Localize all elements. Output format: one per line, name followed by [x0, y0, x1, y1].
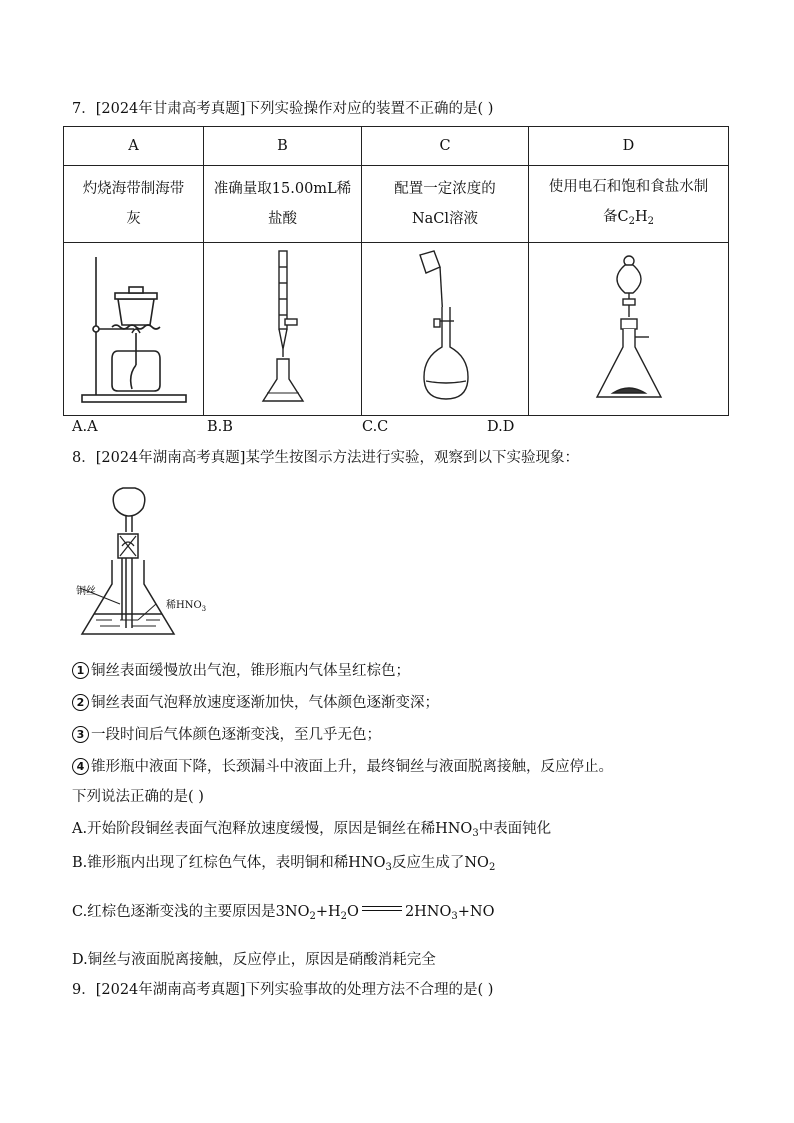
separatory-funnel-flask-illustration — [579, 247, 679, 407]
observation-4: 4 锥形瓶中液面下降，长颈漏斗中液面上升，最终铜丝与液面脱离接触，反应停止。 — [72, 755, 613, 776]
crucible-on-tripod-illustration — [74, 247, 194, 407]
equals-sign — [362, 904, 402, 914]
apparatus-c — [362, 243, 529, 416]
q8-ask: 下列说法正确的是( ) — [72, 789, 204, 805]
q7-stem: 7．[2024年甘肃高考真题]下列实验操作对应的装置不正确的是( ) — [72, 101, 494, 117]
q7-option-b[interactable]: B.B — [207, 419, 233, 435]
q8-stem: 8．[2024年湖南高考真题]某学生按图示方法进行实验，观察到以下实验现象： — [72, 450, 579, 466]
q7-option-d[interactable]: D.D — [487, 419, 515, 435]
q9-stem: 9．[2024年湖南高考真题]下列实验事故的处理方法不合理的是( ) — [72, 982, 494, 998]
label-copper-wire: 铜丝 — [76, 586, 96, 597]
q7-option-c[interactable]: C.C — [362, 419, 389, 435]
col-header-a: A — [64, 127, 204, 166]
desc-a: 灼烧海带制海带 灰 — [64, 166, 204, 243]
q8-option-d[interactable]: D.铜丝与液面脱离接触，反应停止，原因是硝酸消耗完全 — [72, 952, 436, 968]
apparatus-d — [529, 243, 729, 416]
label-dilute-hno3: 稀$HNO_3$ — [166, 600, 207, 613]
col-header-d: D — [529, 127, 729, 166]
observation-3: 3 一段时间后气体颜色逐渐变浅，至几乎无色； — [72, 723, 381, 744]
apparatus-a — [64, 243, 204, 416]
observation-2: 2 铜丝表面气泡释放速度逐渐加快，气体颜色逐渐变深； — [72, 691, 439, 712]
desc-b: 准确量取15.00mL稀 盐酸 — [204, 166, 362, 243]
desc-d: 使用电石和饱和食盐水制 备$C_2H_2$ — [529, 166, 729, 243]
q7-table — [63, 126, 729, 416]
q8-option-a[interactable]: A.开始阶段铜丝表面气泡释放速度缓慢，原因是铜丝在稀$HNO_3$中表面钝化 — [72, 821, 552, 839]
col-header-c: C — [362, 127, 529, 166]
volumetric-flask-illustration — [400, 247, 490, 407]
apparatus-b — [204, 243, 362, 416]
burette-titration-illustration — [243, 247, 323, 407]
copper-nitric-acid-apparatus-illustration — [72, 480, 222, 645]
desc-c: 配置一定浓度的 NaCl溶液 — [362, 166, 529, 243]
observation-1: 1 铜丝表面缓慢放出气泡，锥形瓶内气体呈红棕色； — [72, 659, 410, 680]
q8-option-b[interactable]: B.锥形瓶内出现了红棕色气体，表明铜和稀$HNO_3$反应生成了$NO_2$ — [72, 855, 496, 873]
col-header-b: B — [204, 127, 362, 166]
q8-option-c[interactable]: C.红棕色逐渐变浅的主要原因是$3NO_2+H_2O$ $2HNO_3+NO$ — [72, 904, 495, 922]
q7-option-a[interactable]: A.A — [72, 419, 98, 435]
